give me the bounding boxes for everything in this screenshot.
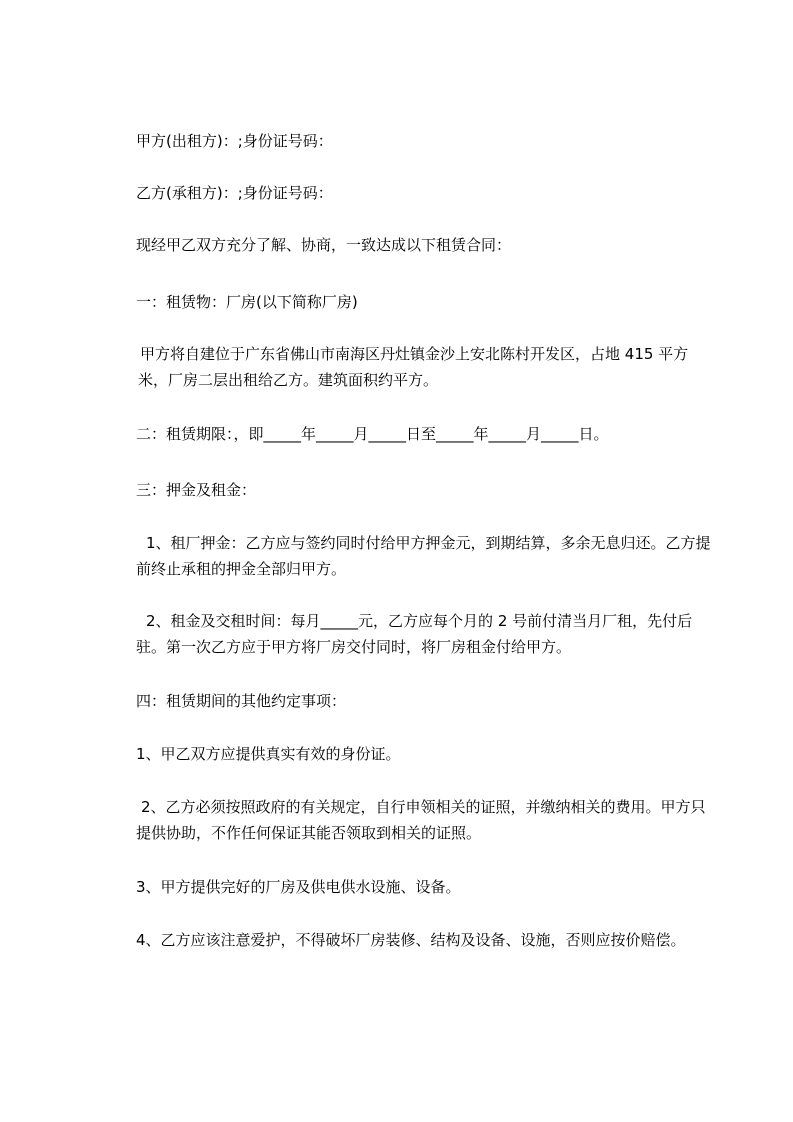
deposit-paragraph: 1、租厂押金：乙方应与签约同时付给甲方押金元，到期结算，多余无息归还。乙方提前终止承租的押金全部归甲方。: [136, 534, 711, 578]
item-1: 1、甲乙双方应提供真实有效的身份证。: [136, 745, 401, 763]
party-b-line: 乙方(承租方)：;身份证号码：: [136, 184, 333, 202]
section-2-term: 二：租赁期限：，即_____年_____月_____日至_____年_____月_____日。: [136, 425, 609, 443]
party-a-line: 甲方(出租方)：;身份证号码：: [136, 132, 333, 150]
section-3-heading: 三：押金及租金：: [136, 481, 257, 499]
rent-paragraph: 2、租金及交租时间：每月_____元，乙方应每个月的 2 号前付清当月厂租，先付后驻。第一次乙方应于甲方将厂房交付同时，将厂房租金付给甲方。: [136, 612, 693, 656]
intro-paragraph: 现经甲乙双方充分了解、协商，一致达成以下租赁合同：: [136, 236, 512, 254]
item-3: 3、甲方提供完好的厂房及供电供水设施、设备。: [136, 878, 461, 896]
item-2: 2、乙方必须按照政府的有关规定，自行申领相关的证照，并缴纳相关的费用。甲方只提供协助，不作任何保证其能否领取到相关的证照。: [136, 798, 706, 842]
section-1-heading: 一：租赁物：厂房(以下简称厂房): [136, 293, 358, 311]
section-4-heading: 四：租赁期间的其他约定事项：: [136, 692, 347, 710]
section-1-body: 甲方将自建位于广东省佛山市南海区丹灶镇金沙上安北陈村开发区，占地 415 平方米，厂房二层出租给乙方。建筑面积约平方。: [138, 345, 689, 389]
item-4: 4、乙方应该注意爱护，不得破坏厂房装修、结构及设备、设施，否则应按价赔偿。: [136, 931, 686, 949]
